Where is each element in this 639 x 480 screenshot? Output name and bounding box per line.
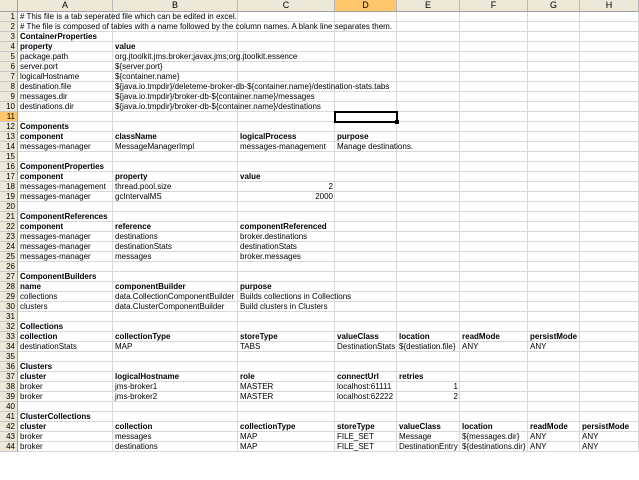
sheet-row — [0, 362, 639, 372]
cell-text: messages.dir — [20, 92, 68, 101]
cell-text: FILE_SET — [337, 432, 374, 441]
cell-text: clusters — [20, 302, 48, 311]
sheet-row — [0, 292, 639, 302]
cell-e26[interactable] — [397, 262, 460, 272]
sheet-row — [0, 182, 639, 192]
cell-text: MessageManagerImpl — [115, 142, 195, 151]
cell-text: destinations — [115, 232, 158, 241]
cell-text: valueClass — [399, 422, 441, 431]
cell-c35[interactable] — [238, 352, 335, 362]
cell-text: purpose — [240, 282, 272, 291]
cell-text: className — [115, 132, 157, 141]
cell-text: server.port — [20, 62, 58, 71]
cell-text: ANY — [582, 442, 599, 451]
cell-h15[interactable] — [580, 152, 639, 162]
cell-d18[interactable] — [335, 182, 397, 192]
cell-h31[interactable] — [580, 312, 639, 322]
column-header-e[interactable]: E — [397, 0, 460, 12]
column-header-f[interactable]: F — [460, 0, 528, 12]
cell-text: DestinationStats — [337, 342, 396, 351]
sheet-row — [0, 92, 639, 102]
sheet-row — [0, 142, 639, 152]
cell-e15[interactable] — [397, 152, 460, 162]
cell-text: ANY — [582, 432, 599, 441]
cell-g38[interactable] — [528, 382, 580, 392]
cell-a20[interactable] — [18, 202, 113, 212]
column-header-c[interactable]: C — [238, 0, 335, 12]
cell-text: broker — [20, 392, 43, 401]
row-header[interactable]: 15 — [0, 152, 18, 162]
cell-text: ANY — [462, 342, 479, 351]
sheet-row — [0, 102, 639, 112]
sheet-row — [0, 382, 639, 392]
column-header-g[interactable]: G — [528, 0, 580, 12]
cell-text: Components — [20, 122, 69, 131]
cell-text: collection — [20, 332, 58, 341]
cell-f11[interactable] — [460, 112, 528, 122]
cell-text: ${java.io.tmpdir}/broker-db-${container.name}/destinations — [115, 102, 321, 111]
row-header[interactable]: 39 — [0, 392, 18, 402]
cell-c31[interactable] — [238, 312, 335, 322]
row-header[interactable]: 28 — [0, 282, 18, 292]
cell-text: ComponentBuilders — [20, 272, 97, 281]
cell-text: ${destiation.file} — [399, 342, 456, 351]
row-header[interactable]: 27 — [0, 272, 18, 282]
cell-text: componentBuilder — [115, 282, 186, 291]
row-header[interactable]: 3 — [0, 32, 18, 42]
cell-e31[interactable] — [397, 312, 460, 322]
cell-text: value — [240, 172, 261, 181]
cell-text: # The file is composed of tables with a name followed by the column names. A blank line separates them. — [20, 22, 393, 31]
cell-text: ${destinations.dir} — [462, 442, 526, 451]
cell-text: 2 — [453, 392, 458, 401]
sheet-row — [0, 112, 639, 122]
cell-text: ${java.io.tmpdir}/broker-db-${container.name}/messages — [115, 92, 315, 101]
cell-b26[interactable] — [113, 262, 238, 272]
cell-text: collections — [20, 292, 58, 301]
cell-text: collectionType — [115, 332, 171, 341]
cell-h18[interactable] — [580, 182, 639, 192]
cell-text: MASTER — [240, 382, 274, 391]
cell-f40[interactable] — [460, 402, 528, 412]
cell-g18[interactable] — [528, 182, 580, 192]
cell-text: broker — [20, 442, 43, 451]
cell-b20[interactable] — [113, 202, 238, 212]
sheet-row — [0, 232, 639, 242]
fill-handle[interactable] — [395, 120, 399, 124]
cell-text: component — [20, 132, 64, 141]
sheet-row — [0, 192, 639, 202]
sheet-row — [0, 402, 639, 412]
cell-g19[interactable] — [528, 192, 580, 202]
cell-f15[interactable] — [460, 152, 528, 162]
row-header[interactable]: 12 — [0, 122, 18, 132]
cell-h38[interactable] — [580, 382, 639, 392]
cell-b40[interactable] — [113, 402, 238, 412]
cell-text: messages-manager — [20, 232, 91, 241]
cell-text: broker — [20, 382, 43, 391]
cell-f20[interactable] — [460, 202, 528, 212]
cell-text: logicalProcess — [240, 132, 297, 141]
sheet-row — [0, 282, 639, 292]
cell-a26[interactable] — [18, 262, 113, 272]
cell-h35[interactable] — [580, 352, 639, 362]
sheet-row — [0, 332, 639, 342]
sheet-row — [0, 302, 639, 312]
row-header[interactable]: 21 — [0, 212, 18, 222]
column-header-a[interactable]: A — [18, 0, 113, 12]
cell-text: destinations.dir — [20, 102, 74, 111]
sheet-row — [0, 242, 639, 252]
cell-text: ClusterCollections — [20, 412, 91, 421]
cell-text: collection — [115, 422, 153, 431]
cell-text: ${server.port} — [115, 62, 163, 71]
row-header[interactable]: 38 — [0, 382, 18, 392]
cell-text: messages-manager — [20, 242, 91, 251]
cell-text: 1 — [453, 382, 458, 391]
cell-text: collectionType — [240, 422, 296, 431]
cell-text: Build clusters in Clusters — [240, 302, 328, 311]
sheet-row — [0, 392, 639, 402]
row-header[interactable]: 24 — [0, 242, 18, 252]
cell-text: property — [20, 42, 53, 51]
cell-b35[interactable] — [113, 352, 238, 362]
row-header[interactable]: 37 — [0, 372, 18, 382]
row-header[interactable]: 7 — [0, 72, 18, 82]
cell-e18[interactable] — [397, 182, 460, 192]
row-header[interactable]: 16 — [0, 162, 18, 172]
cell-f38[interactable] — [460, 382, 528, 392]
cell-g11[interactable] — [528, 112, 580, 122]
sheet-row — [0, 262, 639, 272]
cell-text: 2 — [328, 182, 333, 191]
cell-f18[interactable] — [460, 182, 528, 192]
sheet-row — [0, 22, 639, 32]
cell-text: messages — [115, 432, 152, 441]
sheet-row — [0, 12, 639, 22]
column-header-row — [0, 0, 639, 12]
cell-text: jms-broker2 — [115, 392, 158, 401]
column-header-h[interactable]: H — [580, 0, 639, 12]
cell-g40[interactable] — [528, 402, 580, 412]
cell-g31[interactable] — [528, 312, 580, 322]
cell-text: ${messages.dir} — [462, 432, 520, 441]
column-header-b[interactable]: B — [113, 0, 238, 12]
cell-g26[interactable] — [528, 262, 580, 272]
sheet-row — [0, 202, 639, 212]
cell-text: name — [20, 282, 41, 291]
cell-text: ${container.name} — [115, 72, 180, 81]
row-header[interactable]: 25 — [0, 252, 18, 262]
cell-f35[interactable] — [460, 352, 528, 362]
select-all-corner[interactable] — [0, 0, 18, 12]
cell-text: messages-management — [240, 142, 326, 151]
cell-text: storeType — [240, 332, 278, 341]
cell-d31[interactable] — [335, 312, 397, 322]
sheet-row — [0, 432, 639, 442]
cell-text: retries — [399, 372, 424, 381]
row-header[interactable]: 11 — [0, 112, 18, 122]
cell-h26[interactable] — [580, 262, 639, 272]
cell-text: ANY — [530, 442, 547, 451]
cell-text: destinationStats — [115, 242, 172, 251]
row-header[interactable]: 1 — [0, 12, 18, 22]
cell-text: ContainerProperties — [20, 32, 97, 41]
cell-text: storeType — [337, 422, 375, 431]
cell-text: role — [240, 372, 255, 381]
sheet-row — [0, 132, 639, 142]
sheet-row — [0, 42, 639, 52]
cell-g35[interactable] — [528, 352, 580, 362]
row-header[interactable]: 2 — [0, 22, 18, 32]
cell-text: localhost:61111 — [337, 382, 392, 391]
row-header[interactable]: 42 — [0, 422, 18, 432]
cell-text: data.CollectionComponentBuilder — [115, 292, 235, 301]
row-header[interactable]: 29 — [0, 292, 18, 302]
cell-a40[interactable] — [18, 402, 113, 412]
cell-a35[interactable] — [18, 352, 113, 362]
cell-c15[interactable] — [238, 152, 335, 162]
cell-text: purpose — [337, 132, 369, 141]
cell-e20[interactable] — [397, 202, 460, 212]
cell-text: # This file is a tab seperated file which can be edited in excel. — [20, 12, 237, 21]
sheet-row — [0, 252, 639, 262]
cell-text: valueClass — [337, 332, 379, 341]
sheet-row — [0, 442, 639, 452]
cell-text: property — [115, 172, 148, 181]
cell-h19[interactable] — [580, 192, 639, 202]
sheet-row — [0, 222, 639, 232]
sheet-row — [0, 152, 639, 162]
cell-e35[interactable] — [397, 352, 460, 362]
cell-text: MASTER — [240, 392, 274, 401]
row-header[interactable]: 18 — [0, 182, 18, 192]
cell-d40[interactable] — [335, 402, 397, 412]
cell-text: Clusters — [20, 362, 53, 371]
sheet-row — [0, 312, 639, 322]
cell-text: ComponentProperties — [20, 162, 105, 171]
cell-text: org.jtoolkit.jms.broker;javax.jms;org.jtoolkit.essence — [115, 52, 298, 61]
cell-text: component — [20, 222, 64, 231]
cell-a11[interactable] — [18, 112, 113, 122]
cell-text: reference — [115, 222, 152, 231]
cell-g39[interactable] — [528, 392, 580, 402]
cell-text: localhost:62222 — [337, 392, 394, 401]
cell-text: persistMode — [582, 422, 630, 431]
sheet-row — [0, 352, 639, 362]
cell-c20[interactable] — [238, 202, 335, 212]
cell-c26[interactable] — [238, 262, 335, 272]
row-header[interactable]: 8 — [0, 82, 18, 92]
row-header[interactable]: 40 — [0, 402, 18, 412]
cell-text: value — [115, 42, 136, 51]
cell-c11[interactable] — [238, 112, 335, 122]
row-header[interactable]: 36 — [0, 362, 18, 372]
row-header[interactable]: 44 — [0, 442, 18, 452]
row-header[interactable]: 13 — [0, 132, 18, 142]
cell-text: messages-manager — [20, 192, 91, 201]
cell-text: DestinationEntry — [399, 442, 458, 451]
cell-b31[interactable] — [113, 312, 238, 322]
cell-c40[interactable] — [238, 402, 335, 412]
cell-text: ${java.io.tmpdir}/deleteme-broker-db-${container.name}/destination-stats.tabs — [115, 82, 390, 91]
cell-text: 2000 — [315, 192, 333, 201]
cell-text: Builds collections in Collections — [240, 292, 352, 301]
cell-text: broker.destinations — [240, 232, 308, 241]
cell-d19[interactable] — [335, 192, 397, 202]
cell-text: ANY — [530, 432, 547, 441]
row-header[interactable]: 20 — [0, 202, 18, 212]
cell-text: jms-broker1 — [115, 382, 158, 391]
cell-e11[interactable] — [397, 112, 460, 122]
sheet-row — [0, 122, 639, 132]
sheet-row — [0, 342, 639, 352]
cell-text: componentReferenced — [240, 222, 327, 231]
row-header[interactable]: 17 — [0, 172, 18, 182]
sheet-row — [0, 372, 639, 382]
cell-d35[interactable] — [335, 352, 397, 362]
cell-f19[interactable] — [460, 192, 528, 202]
cell-d15[interactable] — [335, 152, 397, 162]
active-cell-cursor[interactable] — [334, 111, 398, 123]
cell-text: readMode — [530, 422, 568, 431]
row-header[interactable]: 14 — [0, 142, 18, 152]
cell-text: destinationStats — [240, 242, 297, 251]
cell-d20[interactable] — [335, 202, 397, 212]
cell-f26[interactable] — [460, 262, 528, 272]
cell-text: destination.file — [20, 82, 72, 91]
cell-text: ANY — [530, 342, 547, 351]
sheet-row — [0, 412, 639, 422]
cell-text: broker.messages — [240, 252, 301, 261]
cell-text: ComponentReferences — [20, 212, 108, 221]
cell-d26[interactable] — [335, 262, 397, 272]
cell-f39[interactable] — [460, 392, 528, 402]
cell-text: Manage destinations. — [337, 142, 414, 151]
sheet-row — [0, 422, 639, 432]
cell-text: location — [399, 332, 430, 341]
row-header[interactable]: 9 — [0, 92, 18, 102]
sheet-row — [0, 272, 639, 282]
cell-text: thread.pool.size — [115, 182, 172, 191]
sheet-row — [0, 62, 639, 72]
row-header[interactable]: 10 — [0, 102, 18, 112]
row-header[interactable]: 32 — [0, 322, 18, 332]
row-header[interactable]: 19 — [0, 192, 18, 202]
sheet-row — [0, 72, 639, 82]
cell-text: messages-manager — [20, 142, 91, 151]
cell-text: readMode — [462, 332, 500, 341]
cell-h39[interactable] — [580, 392, 639, 402]
cell-text: broker — [20, 432, 43, 441]
sheet-row — [0, 82, 639, 92]
row-header[interactable]: 4 — [0, 42, 18, 52]
column-header-d[interactable]: D — [335, 0, 397, 12]
cell-f31[interactable] — [460, 312, 528, 322]
cell-h20[interactable] — [580, 202, 639, 212]
cell-g20[interactable] — [528, 202, 580, 212]
row-header[interactable]: 6 — [0, 62, 18, 72]
cell-h11[interactable] — [580, 112, 639, 122]
cell-b15[interactable] — [113, 152, 238, 162]
cell-text: FILE_SET — [337, 442, 374, 451]
cell-a15[interactable] — [18, 152, 113, 162]
sheet-row — [0, 162, 639, 172]
cell-text: destinations — [115, 442, 158, 451]
cell-text: MAP — [240, 442, 258, 451]
cell-text: persistMode — [530, 332, 578, 341]
row-header[interactable]: 5 — [0, 52, 18, 62]
row-header[interactable]: 22 — [0, 222, 18, 232]
cell-h40[interactable] — [580, 402, 639, 412]
cell-text: gcIntervalMS — [115, 192, 162, 201]
sheet-row — [0, 212, 639, 222]
row-header[interactable]: 23 — [0, 232, 18, 242]
row-header[interactable]: 35 — [0, 352, 18, 362]
cell-text: cluster — [20, 372, 47, 381]
cell-text: Message — [399, 432, 432, 441]
cell-g15[interactable] — [528, 152, 580, 162]
cell-text: cluster — [20, 422, 47, 431]
cell-e40[interactable] — [397, 402, 460, 412]
row-header[interactable]: 30 — [0, 302, 18, 312]
cell-text: MAP — [115, 342, 133, 351]
sheet-row — [0, 172, 639, 182]
cell-text: messages-management — [20, 182, 106, 191]
cell-text: MAP — [240, 432, 258, 441]
cell-text: messages-manager — [20, 252, 91, 261]
cell-text: logicalHostname — [115, 372, 180, 381]
cell-text: destinationStats — [20, 342, 77, 351]
row-header[interactable]: 31 — [0, 312, 18, 322]
row-header[interactable]: 34 — [0, 342, 18, 352]
cell-text: messages — [115, 252, 152, 261]
sheet-row — [0, 32, 639, 42]
cell-text: logicalHostname — [20, 72, 80, 81]
cell-b11[interactable] — [113, 112, 238, 122]
cell-text: connectUrl — [337, 372, 379, 381]
cell-grid[interactable] — [0, 12, 639, 480]
cell-text: TABS — [240, 342, 261, 351]
cell-text: location — [462, 422, 493, 431]
row-header[interactable]: 43 — [0, 432, 18, 442]
row-header[interactable]: 33 — [0, 332, 18, 342]
sheet-row — [0, 52, 639, 62]
cell-a31[interactable] — [18, 312, 113, 322]
cell-text: data.ClusterComponentBuilder — [115, 302, 225, 311]
cell-text: Collections — [20, 322, 64, 331]
sheet-row — [0, 322, 639, 332]
cell-text: component — [20, 172, 64, 181]
cell-e19[interactable] — [397, 192, 460, 202]
row-header[interactable]: 41 — [0, 412, 18, 422]
row-header[interactable]: 26 — [0, 262, 18, 272]
cell-text: package.path — [20, 52, 69, 61]
